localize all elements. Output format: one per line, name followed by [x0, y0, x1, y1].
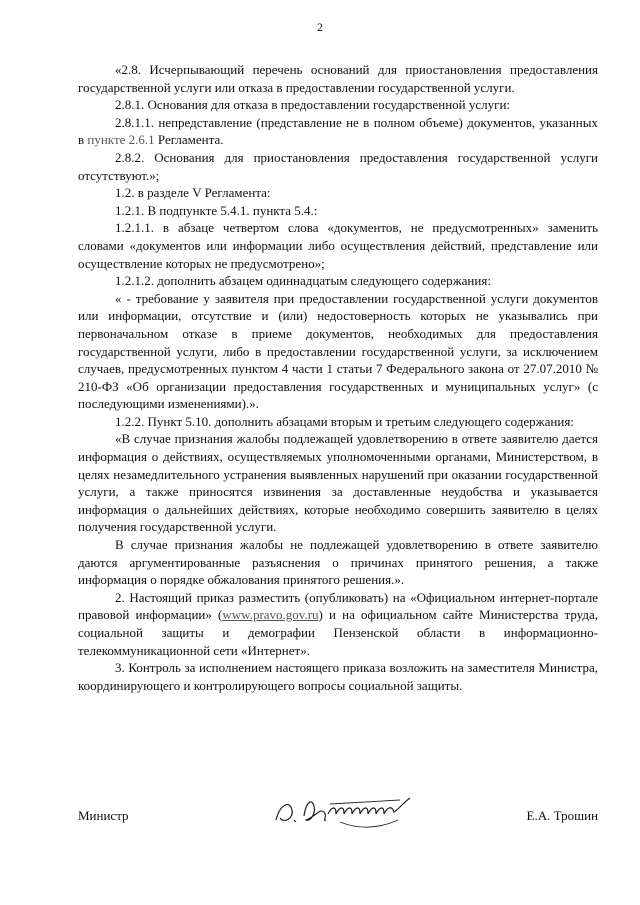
paragraph-text: ) и на официальном сайте Министерства труда, социальной защиты и демографии Пензенской области в информационно-телекоммуникационной сети «Интернет». [78, 607, 599, 658]
paragraph-2-8-1: 2.8.1. Основания для отказа в предоставлении государственной услуги: [115, 97, 511, 113]
paragraph-2-8-1-1 [78, 114, 598, 149]
paragraph-text: 2.8.1.1. непредставление (представление не в полном объеме) документов, указанных в [78, 114, 598, 148]
paragraph-text: 2. Настоящий приказ разместить (опубликовать) на «Официальном интернет-портале правовой информации» ( [78, 589, 598, 623]
signer-name: Е.А. Трошин [526, 808, 598, 823]
paragraph-complaint-satisfied: «В случае признания жалобы подлежащей удовлетворению в ответе заявителю дается информация о действиях, осуществляемых уполномоченными органами, Министерством, в целях незамедлительного устранения выявленных нарушений при оказании государственной услуги, а также приносятся извинения за доставленные неудобства и указывается информация о дальнейших действиях, которые необходимо совершить заявителю в целях получения государственной услуги. [78, 431, 598, 535]
paragraph-1-2-1-2: 1.2.1.2. дополнить абзацем одиннадцатым следующего содержания: [115, 273, 491, 289]
handwritten-signature-icon [270, 786, 420, 836]
paragraph-1-2: 1.2. в разделе V Регламента: [115, 185, 271, 201]
paragraph-2-publication [78, 589, 598, 659]
paragraph-1-2-1-1: 1.2.1.1. в абзаце четвертом слова «документов, не предусмотренных» заменить словами «документов или информации либо осуществления действий, представление или осуществление которых не предусмотрено»; [78, 220, 598, 271]
page-number: 2 [317, 20, 323, 34]
paragraph-2-8-2: 2.8.2. Основания для приостановления предоставления государственной услуги отсутствуют.»; [78, 149, 598, 183]
paragraph-2-8: «2.8. Исчерпывающий перечень оснований для приостановления предоставления государственной услуги или отказа в предоставлении государственной услуги. [78, 62, 598, 95]
paragraph-1-2-1: 1.2.1. В подпункте 5.4.1. пункта 5.4.: [115, 202, 318, 218]
paragraph-complaint-rejected: В случае признания жалобы не подлежащей удовлетворению в ответе заявителю даются аргументированные разъяснения о причинах принятого решения, а также информация о порядке обжалования принятого решения.». [78, 537, 598, 588]
paragraph-1-2-2: 1.2.2. Пункт 5.10. дополнить абзацами вторым и третьим следующего содержания: [115, 413, 574, 429]
paragraph-text: Регламента. [154, 132, 224, 148]
pravo-gov-link[interactable]: www.pravo.gov.ru [222, 607, 319, 623]
document-body [78, 61, 598, 694]
regulation-reference-link[interactable]: пункте 2.6.1 [87, 132, 155, 148]
signer-position: Министр [78, 808, 129, 823]
paragraph-3-control: 3. Контроль за исполнением настоящего приказа возложить на заместителя Министра, координирующего и контролирующего вопросы социальной защиты. [78, 660, 598, 693]
paragraph-requirement: « - требование у заявителя при предоставлении государственной услуги документов или информации, отсутствие и (или) недостоверность которых не указывались при первоначальном отказе в приеме документов, необходимых для предоставления государственной услуги, либо в предоставлении государственной услуги, за исключением случаев, предусмотренных пунктом 4 части 1 статьи 7 Федерального закона от 27.07.2010 № 210-ФЗ «Об организации предоставления государственных и муниципальных услуг» (с последующими изменениями).». [78, 290, 598, 412]
